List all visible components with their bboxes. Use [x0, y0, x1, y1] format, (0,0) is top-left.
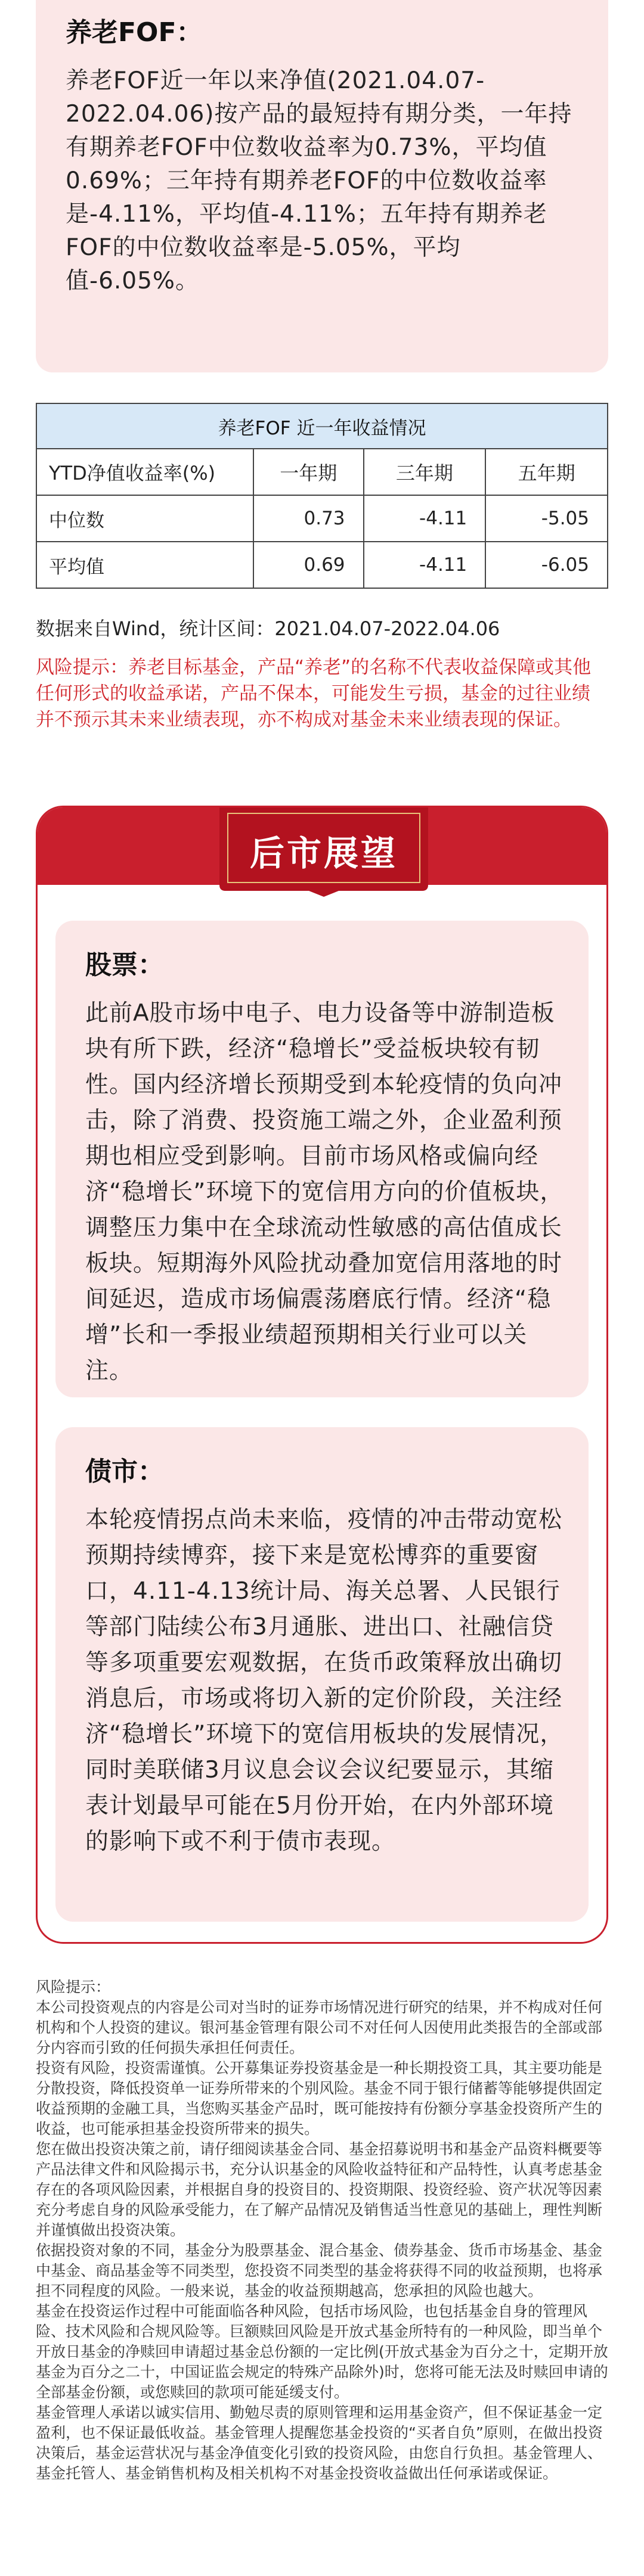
table-header-row: [36, 449, 608, 495]
table-cell: 0.69: [253, 542, 364, 588]
disclaimer-paragraph: 基金在投资运作过程中可能面临各种风险，包括市场风险，也包括基金自身的管理风险、技术风险和合规风险等。巨额赎回风险是开放式基金所特有的一种风险，即当单个开放日基金的净赎回申请超过基金总份额的一定比例(开放式基金为百分之十，定期开放基金为百分之二十，中国证监会规定的特殊产品除外)时，您将可能无法及时赎回申请的全部基金份额，或您赎回的款项可能延缓支付。: [36, 2302, 608, 2401]
fof-title: 养老FOF：: [66, 17, 203, 48]
disclaimer-paragraph: 风险提示：: [36, 1978, 111, 1996]
stocks-title: 股票：: [85, 950, 164, 980]
data-source-note: 数据来自Wind，统计区间：2021.04.07-2022.04.06: [36, 617, 500, 640]
table-cell: 0.73: [253, 495, 364, 542]
market-outlook-panel: [36, 806, 608, 1944]
table-cell: -6.05: [485, 542, 608, 588]
bonds-text: 本轮疫情拐点尚未来临，疫情的冲击带动宽松预期持续博弈，接下来是宽松博弈的重要窗口，4.11-4.13统计局、海关总署、人民银行等部门陆续公布3月通胀、进出口、社融信贷等多项重要宏观数据，在货币政策释放出确切消息后，市场或将切入新的定价阶段，关注经济“稳增长”环境下的宽信用板块的发展情况，同时美联储3月议息会议会议纪要显示，其缩表计划最早可能在5月份开始，在内外部环境的影响下或不利于债市表现。: [85, 1506, 564, 1855]
fof-summary-text: 养老FOF近一年以来净值(2021.04.07-2022.04.06)按产品的最短持有期分类，一年持有期养老FOF中位数收益率为0.73%，平均值0.69%；三年持有期养老FOF的中位数收益率是-4.11%，平均值-4.11%；五年持有期养老FOF的中位数收益率是-5.05%，平均值-6.05%。: [66, 67, 572, 294]
disclaimer-paragraph: 基金管理人承诺以诚实信用、勤勉尽责的原则管理和运用基金资产，但不保证基金一定盈利，也不保证最低收益。基金管理人提醒您基金投资的“买者自负”原则，在做出投资决策后，基金运营状况与基金净值变化引致的投资风险，由您自行负担。基金管理人、基金托管人、基金销售机构及相关机构不对基金投资收益做出任何承诺或保证。: [36, 2404, 603, 2482]
table-header: 一年期: [253, 449, 364, 495]
table-cell: -4.11: [364, 495, 486, 542]
fof-returns-table: [36, 403, 608, 589]
table-row: [36, 495, 608, 542]
disclaimer-paragraph: 您在做出投资决策之前，请仔细阅读基金合同、基金招募说明书和基金产品资料概要等产品法律文件和风险揭示书，充分认识基金的风险收益特征和产品特性，认真考虑基金存在的各项风险因素，并根据自身的投资目的、投资期限、投资经验、资产状况等因素充分考虑自身的风险承受能力，在了解产品情况及销售适当性意见的基础上，理性判断并谨慎做出投资决策。: [36, 2140, 603, 2239]
table-row-label: 中位数: [36, 495, 253, 542]
table-row-label: 平均值: [36, 542, 253, 588]
table-header: 五年期: [485, 449, 608, 495]
table-header: YTD净值收益率(%): [36, 449, 253, 495]
outlook-title: 后市展望: [249, 833, 398, 874]
table-header: 三年期: [364, 449, 486, 495]
fof-summary-card: [36, 0, 608, 372]
stocks-outlook-card: [55, 921, 589, 1397]
table-cell: -4.11: [364, 542, 486, 588]
table-cell: -5.05: [485, 495, 608, 542]
disclaimer: [36, 1977, 608, 2484]
bonds-outlook-card: [55, 1427, 589, 1922]
bonds-title: 债市：: [85, 1456, 164, 1487]
risk-warning: 风险提示：养老目标基金，产品“养老”的名称不代表收益保障或其他任何形式的收益承诺，产品不保本，可能发生亏损，基金的过往业绩并不预示其未来业绩表现，亦不构成对基金未来业绩表现的保证。: [36, 657, 592, 731]
disclaimer-paragraph: 依据投资对象的不同，基金分为股票基金、混合基金、债券基金、货币市场基金、基金中基金、商品基金等不同类型，您投资不同类型的基金将获得不同的收益预期，也将承担不同程度的风险。一般来说，基金的收益预期越高，您承担的风险也越大。: [36, 2242, 603, 2300]
table-title: 养老FOF 近一年收益情况: [36, 403, 608, 449]
table-row: [36, 542, 608, 588]
stocks-text: 此前A股市场中电子、电力设备等中游制造板块有所下跌，经济“稳增长”受益板块较有韧性。国内经济增长预期受到本轮疫情的负向冲击，除了消费、投资施工端之外，企业盈利预期也相应受到影响。目前市场风格或偏向经济“稳增长”环境下的宽信用方向的价值板块，调整压力集中在全球流动性敏感的高估值成长板块。短期海外风险扰动叠加宽信用落地的时间延迟，造成市场偏震荡磨底行情。经济“稳增”长和一季报业绩超预期相关行业可以关注。: [85, 1000, 564, 1384]
disclaimer-paragraph: 本公司投资观点的内容是公司对当时的证券市场情况进行研究的结果，并不构成对任何机构和个人投资的建议。银河基金管理有限公司不对任何人因使用此类报告的全部或部分内容而引致的任何损失承担任何责任。: [36, 1999, 603, 2056]
disclaimer-paragraph: 投资有风险，投资需谨慎。公开募集证券投资基金是一种长期投资工具，其主要功能是分散投资，降低投资单一证券所带来的个别风险。基金不同于银行储蓄等能够提供固定收益预期的金融工具，当您购买基金产品时，既可能按持有份额分享基金投资所产生的收益，也可能承担基金投资所带来的损失。: [36, 2059, 603, 2137]
